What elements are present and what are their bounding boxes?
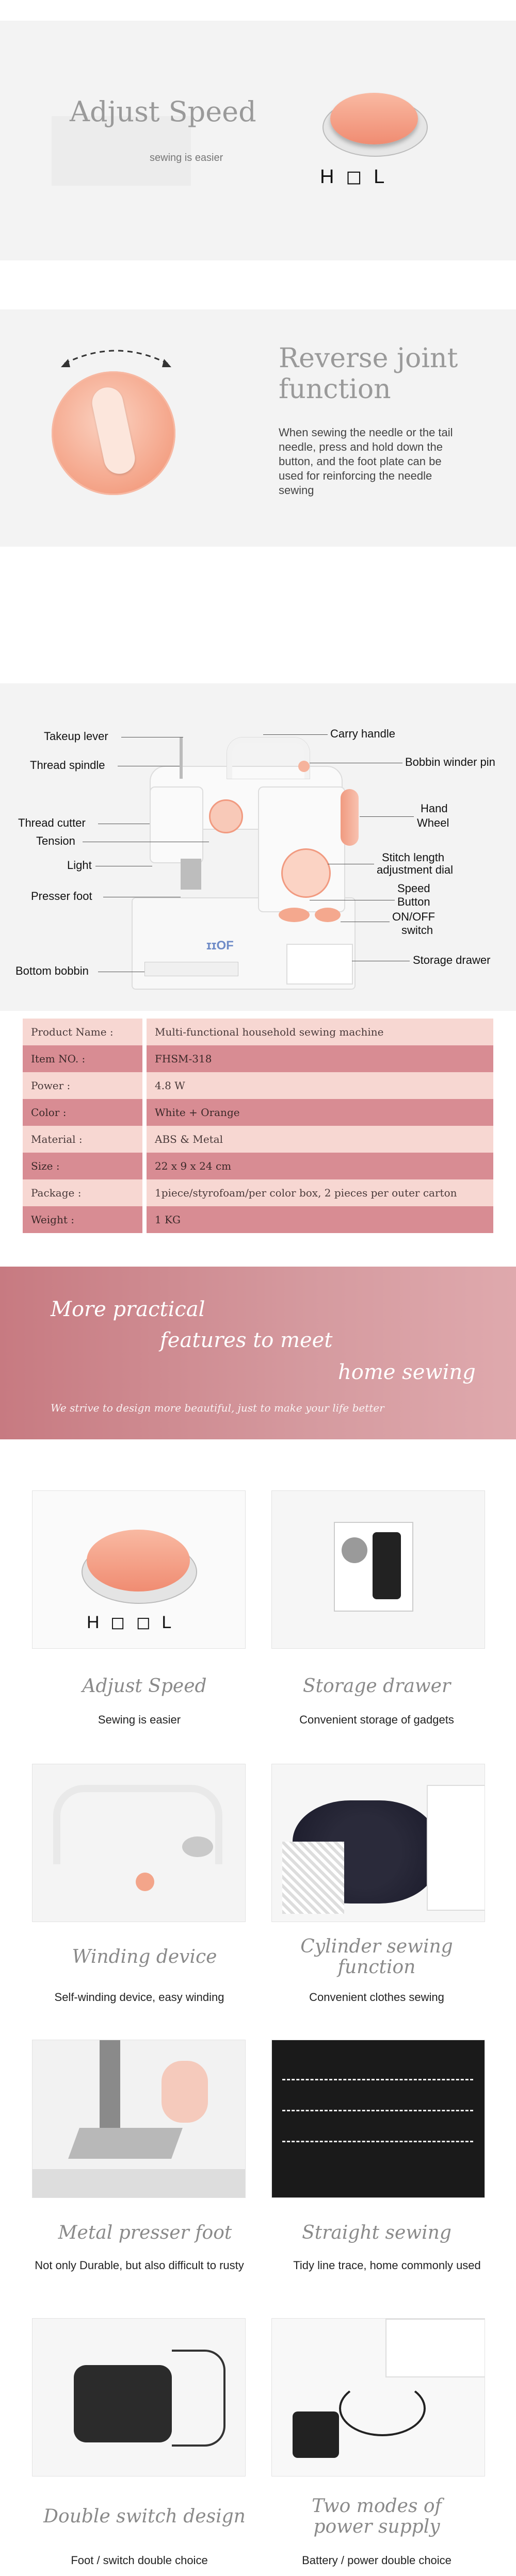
feature-subtitle: Tidy line trace, home commonly used	[293, 2259, 481, 2272]
feature-subtitle: Battery / power double choice	[302, 2554, 452, 2567]
spec-row	[23, 1179, 493, 1206]
banner-tagline: We strive to design more beautiful, just to make your life better	[51, 1402, 384, 1414]
section-title: function	[279, 374, 391, 405]
machine-drawer	[286, 944, 353, 985]
banner-line: features to meet	[160, 1328, 333, 1352]
spec-value: 22 x 9 x 24 cm	[144, 1153, 493, 1179]
label-hand-wheel: Wheel	[417, 816, 449, 829]
feature-title: Winding device	[72, 1946, 217, 1967]
feature-image-foot-pedal	[32, 2318, 246, 2476]
feature-image-winding-device	[32, 1764, 246, 1922]
label-stitch-length: adjustment dial	[377, 863, 453, 876]
section-subtitle: sewing is easier	[150, 152, 223, 163]
presser-foot	[181, 859, 201, 890]
carry-handle	[227, 737, 310, 779]
label-presser-foot: Presser foot	[31, 890, 92, 903]
thread-spindle	[180, 737, 183, 779]
feature-image-power-adapter	[271, 2318, 485, 2476]
bottom-bobbin-cover	[144, 962, 238, 976]
feature-subtitle: Convenient clothes sewing	[309, 1991, 444, 2004]
spec-key: Material :	[23, 1126, 144, 1153]
feature-image-speed-knob: H ◻ ◻ L	[32, 1490, 246, 1649]
spec-key: Package :	[23, 1179, 144, 1206]
spec-value: Multi-functional household sewing machine	[144, 1019, 493, 1045]
speed-knob	[330, 93, 418, 144]
feature-image-cylinder-sewing	[271, 1764, 485, 1922]
section-adjust-speed	[0, 21, 516, 260]
label-storage-drawer: Storage drawer	[413, 954, 491, 966]
banner-line: More practical	[51, 1298, 205, 1321]
label-light: Light	[67, 859, 92, 872]
machine-head	[150, 786, 203, 863]
rotate-arrow-icon	[57, 340, 175, 371]
features-banner	[0, 1267, 516, 1439]
feature-title: Adjust Speed	[82, 1676, 207, 1697]
feature-subtitle: Convenient storage of gadgets	[299, 1713, 454, 1726]
label-carry-handle: Carry handle	[330, 727, 395, 740]
spec-row	[23, 1206, 493, 1233]
speed-button	[279, 908, 310, 922]
label-onoff-switch: ON/OFF	[392, 910, 436, 923]
section-title: Adjust Speed	[70, 95, 256, 128]
feature-title: Straight sewing	[302, 2222, 452, 2243]
section-title: Reverse joint	[279, 343, 458, 374]
hand-wheel	[341, 789, 359, 846]
spec-row	[23, 1153, 493, 1179]
feature-subtitle: Self-winding device, easy winding	[54, 1991, 224, 2004]
spec-row	[23, 1019, 493, 1045]
feature-title: Metal presser foot	[58, 2222, 232, 2243]
feature-subtitle: Sewing is easier	[98, 1713, 181, 1726]
label-thread-cutter: Thread cutter	[18, 816, 86, 829]
label-tension: Tension	[36, 834, 75, 847]
spec-value: FHSM-318	[144, 1045, 493, 1072]
label-bobbin-winder-pin: Bobbin winder pin	[405, 756, 495, 768]
feature-title: Double switch design	[43, 2506, 246, 2527]
feature-title: Cylinder sewing function	[300, 1936, 453, 1978]
label-bottom-bobbin: Bottom bobbin	[15, 964, 89, 977]
label-onoff-switch: switch	[401, 924, 433, 937]
label-stitch-length: Stitch length	[382, 851, 445, 864]
spec-key: Weight :	[23, 1206, 144, 1233]
spec-table	[23, 1019, 493, 1233]
spec-key: Power :	[23, 1072, 144, 1099]
spec-value: White + Orange	[144, 1099, 493, 1126]
spec-row	[23, 1126, 493, 1153]
label-speed-button: Button	[397, 895, 430, 908]
tension-dial	[209, 799, 243, 833]
spec-key: Size :	[23, 1153, 144, 1179]
bobbin-winder-pin	[298, 761, 310, 772]
feature-subtitle: Foot / switch double choice	[71, 2554, 208, 2567]
spec-key: Product Name :	[23, 1019, 144, 1045]
spec-key: Color :	[23, 1099, 144, 1126]
spec-value: 1piece/styrofoam/per color box, 2 pieces per outer carton	[144, 1179, 493, 1206]
section-reverse-joint	[0, 309, 516, 547]
spec-row	[23, 1045, 493, 1072]
feature-image-storage-drawer	[271, 1490, 485, 1649]
speed-marks: H ◻ L	[320, 166, 388, 188]
banner-line: home sewing	[338, 1360, 476, 1384]
label-hand-wheel: Hand	[421, 802, 448, 815]
spec-value: ABS & Metal	[144, 1126, 493, 1153]
feature-subtitle: Not only Durable, but also difficult to rusty	[35, 2259, 244, 2272]
spec-row	[23, 1072, 493, 1099]
spec-value: 1 KG	[144, 1206, 493, 1233]
section-machine-diagram	[0, 683, 516, 1011]
stitch-length-dial	[281, 848, 331, 898]
spec-value: 4.8 W	[144, 1072, 493, 1099]
section-description: When sewing the needle or the tail needle, press and hold down the button, and the foot plate can be used for reinforcing the needle sewing	[279, 426, 453, 497]
label-speed-button: Speed	[397, 882, 430, 895]
label-thread-spindle: Thread spindle	[30, 759, 105, 772]
feature-title: Storage drawer	[302, 1676, 451, 1697]
brand-logo: ɪɪOF	[206, 939, 234, 953]
feature-image-straight-sewing	[271, 2040, 485, 2198]
feature-image-presser-foot	[32, 2040, 246, 2198]
label-takeup-lever: Takeup lever	[44, 730, 108, 743]
onoff-switch	[315, 908, 341, 922]
spec-row	[23, 1099, 493, 1126]
feature-title: Two modes of power supply	[312, 2496, 442, 2537]
spec-key: Item NO. :	[23, 1045, 144, 1072]
